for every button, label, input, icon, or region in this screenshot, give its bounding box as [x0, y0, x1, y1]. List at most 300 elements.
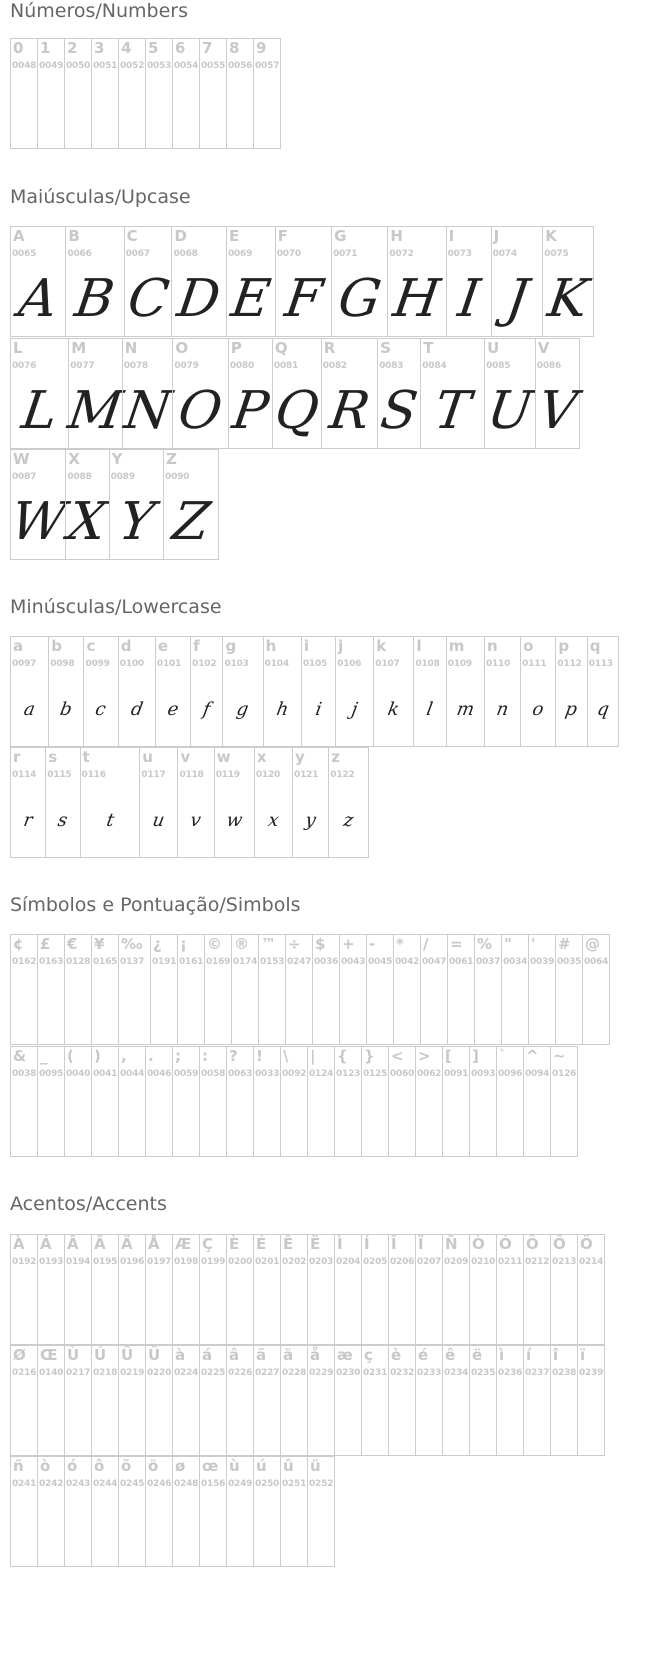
glyph-char-label: t — [82, 748, 90, 766]
section-title-upcase: Maiúsculas/Upcase — [10, 186, 191, 208]
glyph-char-label: L — [13, 339, 23, 357]
glyph-code-label: 0226 — [228, 1368, 253, 1378]
glyph-cell — [258, 934, 286, 1045]
glyph-cell — [10, 226, 66, 337]
glyph-code-label: 0057 — [255, 61, 280, 71]
glyph-char-label: v — [180, 748, 191, 766]
glyph-char-label: ] — [472, 1047, 479, 1065]
glyph-char-label: r — [13, 748, 21, 766]
glyph-cell — [496, 1234, 524, 1345]
glyph-sample: J — [502, 269, 532, 329]
glyph-cell — [64, 1345, 92, 1456]
glyph-sample: V — [534, 381, 581, 441]
glyph-char-label: w — [216, 748, 231, 766]
glyph-sample: P — [228, 381, 273, 441]
glyph-cell — [10, 747, 46, 858]
glyph-code-label: 0100 — [119, 659, 144, 669]
glyph-code-label: 0114 — [12, 770, 37, 780]
glyph-char-label: Æ — [175, 1235, 192, 1253]
glyph-cell — [307, 1234, 335, 1345]
glyph-char-label: É — [256, 1235, 267, 1253]
glyph-code-label: 0040 — [66, 1069, 91, 1079]
glyph-cell — [523, 1234, 551, 1345]
glyph-char-label: ) — [94, 1047, 101, 1065]
glyph-cell — [496, 1046, 524, 1157]
glyph-char-label: j — [338, 637, 344, 655]
glyph-cell — [10, 636, 49, 747]
glyph-char-label: 7 — [202, 39, 213, 57]
glyph-code-label: 0218 — [93, 1368, 118, 1378]
glyph-code-label: 0088 — [67, 472, 92, 482]
glyph-cell — [339, 934, 367, 1045]
glyph-cell — [118, 38, 146, 149]
glyph-cell — [469, 1046, 497, 1157]
glyph-char-label: l — [416, 637, 422, 655]
glyph-sample: v — [189, 809, 204, 831]
glyph-code-label: 0056 — [228, 61, 253, 71]
glyph-char-label: h — [265, 637, 277, 655]
glyph-cell — [65, 226, 124, 337]
glyph-code-label: 0250 — [255, 1479, 280, 1489]
glyph-code-label: 0233 — [417, 1368, 442, 1378]
glyph-cell — [387, 226, 446, 337]
glyph-code-label: 0039 — [530, 957, 555, 967]
glyph-code-label: 0080 — [229, 361, 255, 371]
glyph-cell — [91, 1234, 119, 1345]
glyph-char-label: æ — [337, 1346, 353, 1364]
glyph-cell — [587, 636, 619, 747]
glyph-code-label: 0077 — [70, 361, 95, 371]
glyph-code-label: 0098 — [50, 659, 75, 669]
glyph-char-label: 5 — [148, 39, 159, 57]
glyph-char-label: ™ — [261, 935, 276, 953]
glyph-cell — [204, 934, 232, 1045]
glyph-code-label: 0235 — [471, 1368, 496, 1378]
glyph-char-label: ë — [472, 1346, 483, 1364]
glyph-cell — [388, 1345, 416, 1456]
glyph-cell — [64, 1234, 92, 1345]
glyph-sample: x — [266, 809, 281, 831]
glyph-char-label: ò — [40, 1457, 51, 1475]
glyph-char-label: ¿ — [153, 935, 162, 953]
glyph-char-label: û — [283, 1457, 294, 1475]
glyph-sample: h — [274, 698, 290, 720]
glyph-cell — [501, 934, 529, 1045]
glyph-cell — [177, 747, 214, 858]
glyph-cell — [334, 1046, 362, 1157]
glyph-char-label: . — [148, 1047, 154, 1065]
glyph-code-label: 0121 — [294, 770, 319, 780]
glyph-sample: q — [595, 698, 611, 720]
glyph-cell — [145, 1456, 173, 1567]
glyph-code-label: 0242 — [39, 1479, 64, 1489]
glyph-char-label: F — [277, 227, 288, 245]
glyph-char-label: ( — [67, 1047, 74, 1065]
glyph-code-label: 0243 — [66, 1479, 91, 1489]
glyph-char-label: K — [545, 227, 557, 245]
glyph-sample: K — [544, 269, 592, 329]
glyph-char-label: P — [230, 339, 242, 357]
glyph-cell — [550, 1046, 578, 1157]
glyph-code-label: 0234 — [444, 1368, 469, 1378]
glyph-char-label: T — [423, 339, 434, 357]
glyph-cell — [253, 1345, 281, 1456]
glyph-char-label: è — [391, 1346, 402, 1364]
glyph-char-label: C — [126, 227, 138, 245]
glyph-code-label: 0089 — [110, 472, 135, 482]
glyph-row-symbols-1 — [10, 934, 609, 1045]
glyph-code-label: 0219 — [120, 1368, 145, 1378]
glyph-char-label: é — [418, 1346, 429, 1364]
glyph-char-label: $ — [315, 935, 326, 953]
glyph-code-label: 0241 — [12, 1479, 37, 1489]
glyph-code-label: 0048 — [12, 61, 37, 71]
glyph-char-label: € — [67, 935, 78, 953]
glyph-code-label: 0211 — [498, 1257, 523, 1267]
glyph-sample: i — [313, 698, 324, 720]
glyph-cell — [91, 1345, 119, 1456]
glyph-code-label: 0087 — [12, 472, 37, 482]
glyph-char-label: Õ — [553, 1235, 566, 1253]
glyph-cell — [226, 1456, 254, 1567]
glyph-char-label: / — [423, 935, 429, 953]
glyph-cell — [447, 934, 475, 1045]
glyph-char-label: ã — [256, 1346, 267, 1364]
glyph-code-label: 0224 — [174, 1368, 199, 1378]
glyph-cell — [199, 1345, 227, 1456]
glyph-cell — [307, 1456, 335, 1567]
glyph-cell — [328, 747, 369, 858]
glyph-char-label: í — [526, 1346, 532, 1364]
glyph-char-label: Q — [274, 339, 288, 357]
glyph-cell — [496, 1345, 524, 1456]
glyph-sample: A — [15, 269, 62, 329]
glyph-code-label: 0128 — [66, 957, 91, 967]
glyph-code-label: 0103 — [224, 659, 249, 669]
glyph-code-label: 0161 — [179, 957, 204, 967]
glyph-code-label: 0104 — [264, 659, 289, 669]
glyph-char-label: Ò — [472, 1235, 485, 1253]
glyph-cell — [377, 338, 421, 449]
glyph-code-label: 0044 — [120, 1069, 145, 1079]
glyph-code-label: 0065 — [12, 249, 37, 259]
glyph-char-label: I — [448, 227, 455, 245]
glyph-cell — [65, 449, 109, 560]
glyph-char-label: Ç — [202, 1235, 214, 1253]
glyph-code-label: 0091 — [444, 1069, 469, 1079]
glyph-char-label: ® — [234, 935, 249, 953]
glyph-cell — [469, 1345, 497, 1456]
glyph-code-label: 0047 — [422, 957, 447, 967]
glyph-row-accents-2 — [10, 1345, 604, 1456]
glyph-cell — [321, 338, 378, 449]
glyph-cell — [577, 1234, 605, 1345]
glyph-char-label: ¡ — [180, 935, 187, 953]
glyph-cell — [199, 1456, 227, 1567]
glyph-cell — [307, 1046, 335, 1157]
glyph-cell — [109, 449, 164, 560]
glyph-row-numbers-1 — [10, 38, 280, 149]
glyph-cell — [292, 747, 329, 858]
glyph-row-lowercase-1 — [10, 636, 618, 747]
glyph-cell — [415, 1345, 443, 1456]
glyph-cell — [253, 38, 281, 149]
glyph-char-label: x — [256, 748, 267, 766]
glyph-char-label: ï — [580, 1346, 586, 1364]
glyph-cell — [415, 1046, 443, 1157]
glyph-char-label: ó — [67, 1457, 78, 1475]
glyph-code-label: 0092 — [282, 1069, 307, 1079]
glyph-cell — [155, 636, 191, 747]
glyph-code-label: 0197 — [147, 1257, 172, 1267]
glyph-char-label: [ — [445, 1047, 452, 1065]
glyph-cell — [10, 38, 38, 149]
glyph-cell — [222, 636, 263, 747]
glyph-row-symbols-2 — [10, 1046, 577, 1157]
glyph-code-label: 0209 — [444, 1257, 469, 1267]
glyph-cell — [253, 1046, 281, 1157]
glyph-char-label: i — [303, 637, 309, 655]
glyph-code-label: 0122 — [330, 770, 355, 780]
glyph-cell — [226, 1046, 254, 1157]
glyph-code-label: 0115 — [47, 770, 72, 780]
glyph-code-label: 0049 — [39, 61, 64, 71]
glyph-code-label: 0052 — [120, 61, 145, 71]
glyph-cell — [118, 1456, 146, 1567]
glyph-char-label: M — [71, 339, 87, 357]
glyph-cell — [172, 338, 228, 449]
glyph-cell — [577, 1345, 605, 1456]
glyph-cell — [7, 449, 70, 560]
glyph-cell — [172, 1456, 200, 1567]
glyph-code-label: 0116 — [81, 770, 106, 780]
glyph-cell — [528, 934, 556, 1045]
glyph-code-label: 0119 — [215, 770, 240, 780]
glyph-code-label: 0095 — [39, 1069, 64, 1079]
glyph-cell — [550, 1345, 578, 1456]
glyph-cell — [37, 1234, 65, 1345]
glyph-cell — [361, 1345, 389, 1456]
glyph-cell — [420, 934, 448, 1045]
glyph-cell — [64, 338, 127, 449]
glyph-char-label: , — [121, 1047, 127, 1065]
glyph-char-label: c — [86, 637, 96, 655]
section-title-numbers: Números/Numbers — [10, 0, 188, 22]
glyph-char-label: - — [369, 935, 376, 953]
glyph-cell — [361, 1046, 389, 1157]
glyph-char-label: Ä — [121, 1235, 133, 1253]
glyph-sample: I — [454, 269, 484, 329]
glyph-char-label: Ï — [418, 1235, 424, 1253]
glyph-cell — [442, 1234, 470, 1345]
glyph-code-label: 0204 — [336, 1257, 361, 1267]
section-title-accents: Acentos/Accents — [10, 1193, 167, 1215]
glyph-code-label: 0084 — [422, 361, 447, 371]
glyph-char-label: Ë — [310, 1235, 321, 1253]
glyph-code-label: 0036 — [314, 957, 339, 967]
glyph-code-label: 0042 — [395, 957, 420, 967]
glyph-code-label: 0229 — [309, 1368, 334, 1378]
glyph-row-upcase-2 — [10, 338, 579, 449]
glyph-code-label: 0124 — [309, 1069, 334, 1079]
glyph-char-label: á — [202, 1346, 213, 1364]
glyph-cell — [48, 636, 84, 747]
glyph-code-label: 0053 — [147, 61, 172, 71]
glyph-code-label: 0117 — [141, 770, 166, 780]
glyph-cell — [91, 934, 119, 1045]
glyph-cell — [520, 636, 556, 747]
glyph-code-label: 0213 — [552, 1257, 577, 1267]
glyph-char-label: < — [391, 1047, 404, 1065]
glyph-sample: k — [386, 698, 402, 720]
glyph-code-label: 0109 — [447, 659, 472, 669]
glyph-code-label: 0225 — [201, 1368, 226, 1378]
glyph-code-label: 0075 — [544, 249, 569, 259]
glyph-char-label: k — [376, 637, 387, 655]
glyph-char-label: | — [310, 1047, 316, 1065]
glyph-code-label: 0195 — [93, 1257, 118, 1267]
glyph-char-label: Î — [391, 1235, 397, 1253]
glyph-char-label: s — [48, 748, 58, 766]
glyph-char-label: Ó — [499, 1235, 512, 1253]
glyph-code-label: 0078 — [123, 361, 148, 371]
glyph-char-label: ! — [256, 1047, 263, 1065]
glyph-sample: G — [334, 269, 385, 329]
glyph-sample: r — [21, 809, 35, 831]
section-title-lowercase: Minúsculas/Lowercase — [10, 596, 222, 618]
glyph-cell — [334, 1345, 362, 1456]
glyph-sample: L — [18, 381, 62, 441]
glyph-cell — [388, 1234, 416, 1345]
glyph-cell — [413, 636, 446, 747]
glyph-char-label: ú — [256, 1457, 267, 1475]
glyph-cell — [171, 226, 226, 337]
glyph-cell — [10, 1456, 38, 1567]
glyph-code-label: 0193 — [39, 1257, 64, 1267]
glyph-sample: j — [350, 698, 360, 720]
glyph-cell — [145, 1234, 173, 1345]
glyph-char-label: { — [337, 1047, 348, 1065]
glyph-code-label: 0074 — [492, 249, 517, 259]
glyph-code-label: 0070 — [276, 249, 301, 259]
glyph-char-label: Â — [67, 1235, 79, 1253]
glyph-cell — [118, 934, 151, 1045]
glyph-sample: n — [494, 698, 511, 720]
glyph-code-label: 0110 — [485, 659, 511, 669]
glyph-cell — [555, 636, 587, 747]
glyph-cell — [150, 934, 178, 1045]
glyph-char-label: % — [477, 935, 493, 953]
glyph-char-label: Ì — [337, 1235, 343, 1253]
glyph-char-label: n — [486, 637, 498, 655]
glyph-cell — [122, 338, 174, 449]
glyph-cell — [334, 1234, 362, 1345]
glyph-row-accents-3 — [10, 1456, 334, 1567]
glyph-code-label: 0194 — [66, 1257, 91, 1267]
glyph-sample: w — [224, 809, 244, 831]
glyph-sample: C — [123, 269, 173, 329]
glyph-char-label: ‰ — [121, 935, 143, 953]
glyph-cell — [263, 636, 302, 747]
glyph-cell — [163, 449, 219, 560]
glyph-char-label: â — [229, 1346, 240, 1364]
glyph-sample: u — [151, 809, 167, 831]
glyph-code-label: 0227 — [255, 1368, 280, 1378]
glyph-row-upcase-3 — [7, 449, 218, 560]
glyph-cell — [145, 38, 173, 149]
glyph-sample: o — [531, 698, 546, 720]
glyph-cell — [37, 38, 65, 149]
glyph-char-label: D — [174, 227, 187, 245]
glyph-cell — [10, 338, 69, 449]
glyph-cell — [124, 226, 173, 337]
glyph-cell — [226, 1345, 254, 1456]
glyph-char-label: È — [229, 1235, 240, 1253]
glyph-code-label: 0090 — [165, 472, 190, 482]
glyph-char-label: & — [13, 1047, 27, 1065]
glyph-sample: l — [425, 698, 435, 720]
glyph-char-label: î — [553, 1346, 559, 1364]
glyph-code-label: 0247 — [287, 957, 312, 967]
glyph-cell — [199, 1046, 227, 1157]
glyph-cell — [280, 1046, 308, 1157]
glyph-sample: U — [483, 381, 537, 441]
glyph-char-label: ¥ — [94, 935, 105, 953]
glyph-cell — [275, 226, 332, 337]
glyph-code-label: 0059 — [174, 1069, 199, 1079]
glyph-sample: T — [431, 381, 475, 441]
glyph-char-label: Ô — [526, 1235, 539, 1253]
glyph-row-upcase-1 — [10, 226, 593, 337]
glyph-code-label: 0137 — [120, 957, 145, 967]
glyph-code-label: 0073 — [447, 249, 472, 259]
glyph-code-label: 0217 — [66, 1368, 91, 1378]
glyph-code-label: 0112 — [557, 659, 582, 669]
glyph-sample: W — [7, 492, 70, 552]
glyph-cell — [37, 1456, 65, 1567]
glyph-code-label: 0063 — [228, 1069, 253, 1079]
glyph-code-label: 0111 — [522, 659, 547, 669]
glyph-cell — [45, 747, 80, 858]
glyph-code-label: 0125 — [363, 1069, 388, 1079]
glyph-code-label: 0169 — [206, 957, 231, 967]
glyph-code-label: 0081 — [273, 361, 299, 371]
glyph-code-label: 0230 — [336, 1368, 361, 1378]
glyph-cell — [415, 1234, 443, 1345]
glyph-char-label: Á — [40, 1235, 52, 1253]
glyph-cell — [469, 1234, 497, 1345]
glyph-code-label: 0198 — [174, 1257, 199, 1267]
glyph-code-label: 0220 — [147, 1368, 172, 1378]
glyph-cell — [118, 1345, 146, 1456]
glyph-code-label: 0101 — [156, 659, 182, 669]
glyph-cell — [446, 226, 492, 337]
glyph-cell — [523, 1046, 551, 1157]
glyph-char-label: J — [493, 227, 500, 245]
glyph-char-label: B — [68, 227, 80, 245]
glyph-sample: s — [56, 809, 70, 831]
glyph-cell — [10, 1345, 38, 1456]
glyph-cell — [442, 1345, 470, 1456]
glyph-char-label: Å — [148, 1235, 160, 1253]
glyph-sample: m — [454, 698, 476, 720]
glyph-sample: S — [377, 381, 422, 441]
glyph-code-label: 0236 — [498, 1368, 523, 1378]
glyph-code-label: 0069 — [227, 249, 253, 259]
glyph-char-label: @ — [585, 935, 600, 953]
glyph-cell — [64, 934, 92, 1045]
glyph-cell — [285, 934, 313, 1045]
